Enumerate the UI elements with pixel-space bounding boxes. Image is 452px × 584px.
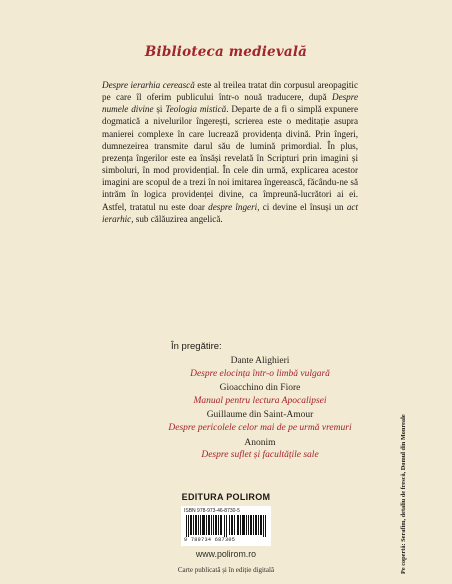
publisher-name: EDITURA POLIROM (181, 492, 271, 502)
blurb-book-title: Despre numele divine (102, 92, 358, 115)
blurb-paragraph (102, 79, 358, 225)
upcoming-author: Dante Alighieri (230, 356, 290, 366)
upcoming-book (140, 409, 380, 434)
blurb-book-title: Despre ierarhia cerească (102, 80, 195, 90)
upcoming-author: Guillaume din Saint-Amour (206, 410, 314, 421)
blurb-text: și (153, 104, 166, 115)
blurb-text: , ci devine el însuși un (257, 201, 347, 212)
upcoming-title: Despre suflet și facultățile sale (201, 450, 319, 461)
series-title: Biblioteca medievală (144, 44, 308, 60)
upcoming-book (140, 355, 380, 380)
description-blurb (102, 79, 358, 225)
barcode (181, 506, 271, 546)
upcoming-author: Gioacchino din Fiore (219, 383, 301, 394)
upcoming-title: Despre pericolele celor mai de pe urmă vremuri (168, 422, 352, 433)
blurb-text: . Departe de a fi o simplă expunere dogmatică a nivelurilor îngerești, scrierea este o meditație asupra manierei complexe în care lucrează providența divină. Prin îngeri, dumnezeirea transmite darul său de lumină primordial. În plus, prezența îngerilor este ea însăși revelată în Scripturi prin imagini și simboluri, în mod providențial. În cele din urmă, explicarea acestor imagini are scopul de a trezi în noi imitarea îngerească, făcându-ne să intrăm în logica providenței divine, ca împreună-lucrători ai ei. Astfel, tratatul nu este doar (102, 104, 358, 212)
upcoming-books-list (140, 355, 380, 464)
upcoming-title: Despre elocința într-o limbă vulgară (190, 368, 330, 379)
barcode-digits: 9 789734 687305 (184, 537, 236, 543)
isbn-label: ISBN 978-973-46-8730-5 (184, 508, 240, 514)
blurb-text: , sub călăuzirea angelică. (131, 213, 223, 224)
cover-credit: Pe copertă: Serafim, detaliu de frescă, Domul din Monreale (400, 414, 407, 574)
website-link[interactable]: www.polirom.ro (195, 549, 257, 559)
blurb-emphasis: despre îngeri (208, 201, 258, 212)
blurb-book-title: Teologia mistică (165, 104, 227, 115)
upcoming-book (140, 382, 380, 407)
upcoming-author: Anonim (244, 437, 276, 448)
upcoming-book (140, 437, 380, 462)
in-preparation-heading: În pregătire: (171, 341, 222, 352)
blurb-emphasis: act ierarhic (102, 201, 358, 224)
blurb-text: este al treilea tratat din corpusul areopagitic pe care îl oferim publicului într-o nouă traducere, după (102, 80, 358, 103)
barcode-bars-icon (184, 515, 268, 537)
digital-edition-note: Carte publicată și în ediție digitală (177, 566, 275, 574)
upcoming-title: Manual pentru lectura Apocalipsei (193, 395, 327, 406)
